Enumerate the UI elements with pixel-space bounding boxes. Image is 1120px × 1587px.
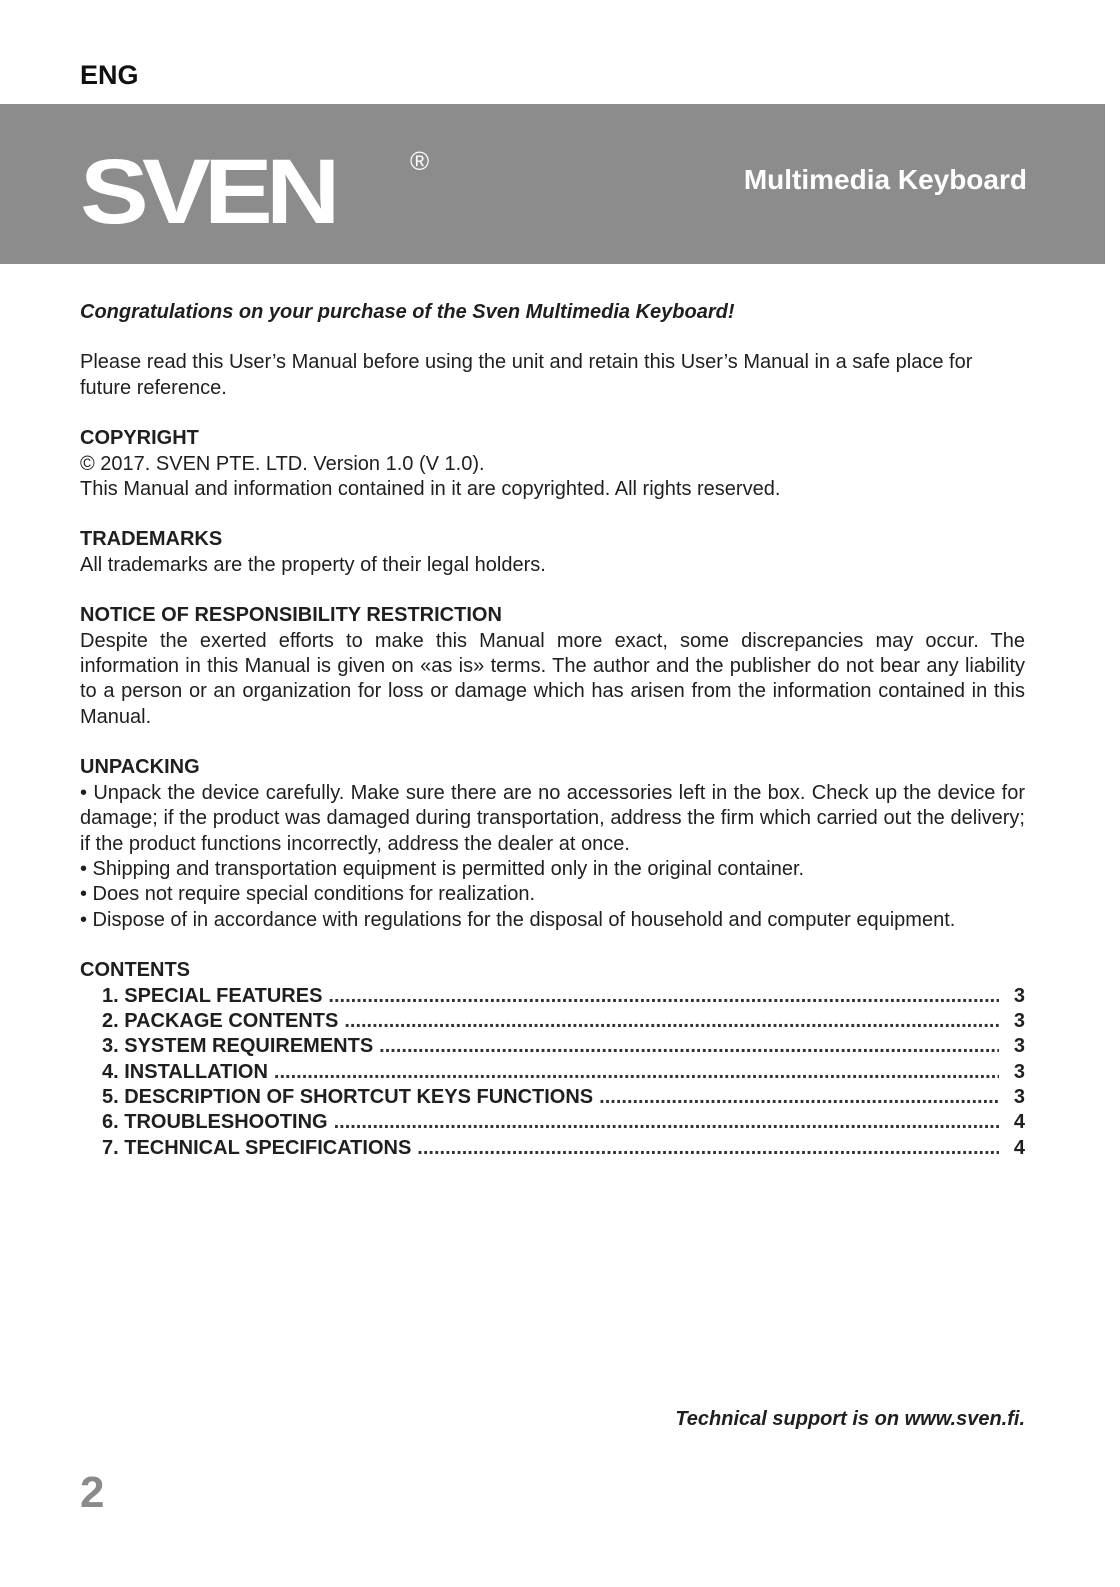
toc-page: 4 <box>1013 1136 1025 1159</box>
copyright-line: © 2017. SVEN PTE. LTD. Version 1.0 (V 1.0). <box>80 452 485 475</box>
toc-page: 3 <box>1013 1086 1025 1109</box>
unpacking-heading: UNPACKING <box>80 756 200 779</box>
intro-heading: Congratulations on your purchase of the Sven Multimedia Keyboard! <box>80 301 735 323</box>
language-label: ENG <box>80 60 139 90</box>
toc-page: 3 <box>1013 1035 1025 1058</box>
unpacking-item: • Unpack the device carefully. Make sure there are no accessories left in the box. Check up the device for damage; if the product was damaged during transportation, address the firm which carried out the delivery; if the product functions incorrectly, address the dealer at once. <box>80 781 1025 855</box>
toc-page: 3 <box>1013 1060 1025 1083</box>
manual-body <box>80 300 1025 1161</box>
toc-title: 1. SPECIAL FEATURES <box>102 984 323 1007</box>
toc-leader <box>334 1110 999 1135</box>
trademarks-section <box>80 527 1025 578</box>
toc-page: 4 <box>1013 1111 1025 1134</box>
copyright-section <box>80 426 1025 502</box>
toc-entry[interactable] <box>102 1085 1025 1110</box>
toc-entry[interactable] <box>102 1136 1025 1161</box>
toc-entry[interactable] <box>102 1009 1025 1034</box>
table-of-contents <box>80 984 1025 1162</box>
support-note: Technical support is on www.sven.fi. <box>675 1408 1025 1430</box>
product-title: Multimedia Keyboard <box>743 164 1027 195</box>
unpacking-item: • Does not require special conditions for realization. <box>80 883 536 906</box>
toc-title: 2. PACKAGE CONTENTS <box>102 1009 339 1032</box>
toc-entry[interactable] <box>102 984 1025 1009</box>
toc-title: 4. INSTALLATION <box>102 1060 268 1083</box>
copyright-text: This Manual and information contained in it are copyrighted. All rights reserved. <box>80 478 781 501</box>
toc-title: 5. DESCRIPTION OF SHORTCUT KEYS FUNCTIONS <box>102 1086 594 1109</box>
page-number: 2 <box>80 1468 105 1517</box>
unpacking-section <box>80 755 1025 933</box>
registered-mark: ® <box>410 146 430 176</box>
toc-title: 7. TECHNICAL SPECIFICATIONS <box>102 1136 412 1159</box>
toc-leader <box>328 984 999 1009</box>
toc-entry[interactable] <box>102 1034 1025 1059</box>
unpacking-item: • Dispose of in accordance with regulations for the disposal of household and computer equipment. <box>80 908 956 931</box>
contents-section <box>80 958 1025 1161</box>
toc-leader <box>379 1034 999 1059</box>
toc-entry[interactable] <box>102 1060 1025 1085</box>
unpacking-item: • Shipping and transportation equipment is permitted only in the original container. <box>80 857 805 880</box>
toc-leader <box>344 1009 999 1034</box>
toc-page: 3 <box>1013 1009 1025 1032</box>
trademarks-text: All trademarks are the property of their legal holders. <box>80 553 546 576</box>
notice-section <box>80 603 1025 730</box>
toc-title: 3. SYSTEM REQUIREMENTS <box>102 1035 374 1058</box>
read-notice: Please read this User’s Manual before using the unit and retain this User’s Manual in a safe place for future reference. <box>80 351 973 399</box>
header-banner <box>0 104 1105 264</box>
trademarks-heading: TRADEMARKS <box>80 528 223 551</box>
toc-page: 3 <box>1013 984 1025 1007</box>
sven-logo: SVEN <box>80 141 334 243</box>
contents-heading: CONTENTS <box>80 959 190 982</box>
notice-text: Despite the exerted efforts to make this Manual more exact, some discrepancies may occur. The information in this Manual is given on «as is» terms. The author and the publisher do not bear any liability to a person or an organization for loss or damage which has arisen from the information contained in this Manual. <box>80 629 1025 728</box>
toc-leader <box>417 1136 999 1161</box>
toc-title: 6. TROUBLESHOOTING <box>102 1111 328 1134</box>
copyright-heading: COPYRIGHT <box>80 427 199 450</box>
toc-entry[interactable] <box>102 1110 1025 1135</box>
toc-leader <box>274 1060 999 1085</box>
toc-leader <box>599 1085 999 1110</box>
notice-heading: NOTICE OF RESPONSIBILITY RESTRICTION <box>80 604 502 627</box>
